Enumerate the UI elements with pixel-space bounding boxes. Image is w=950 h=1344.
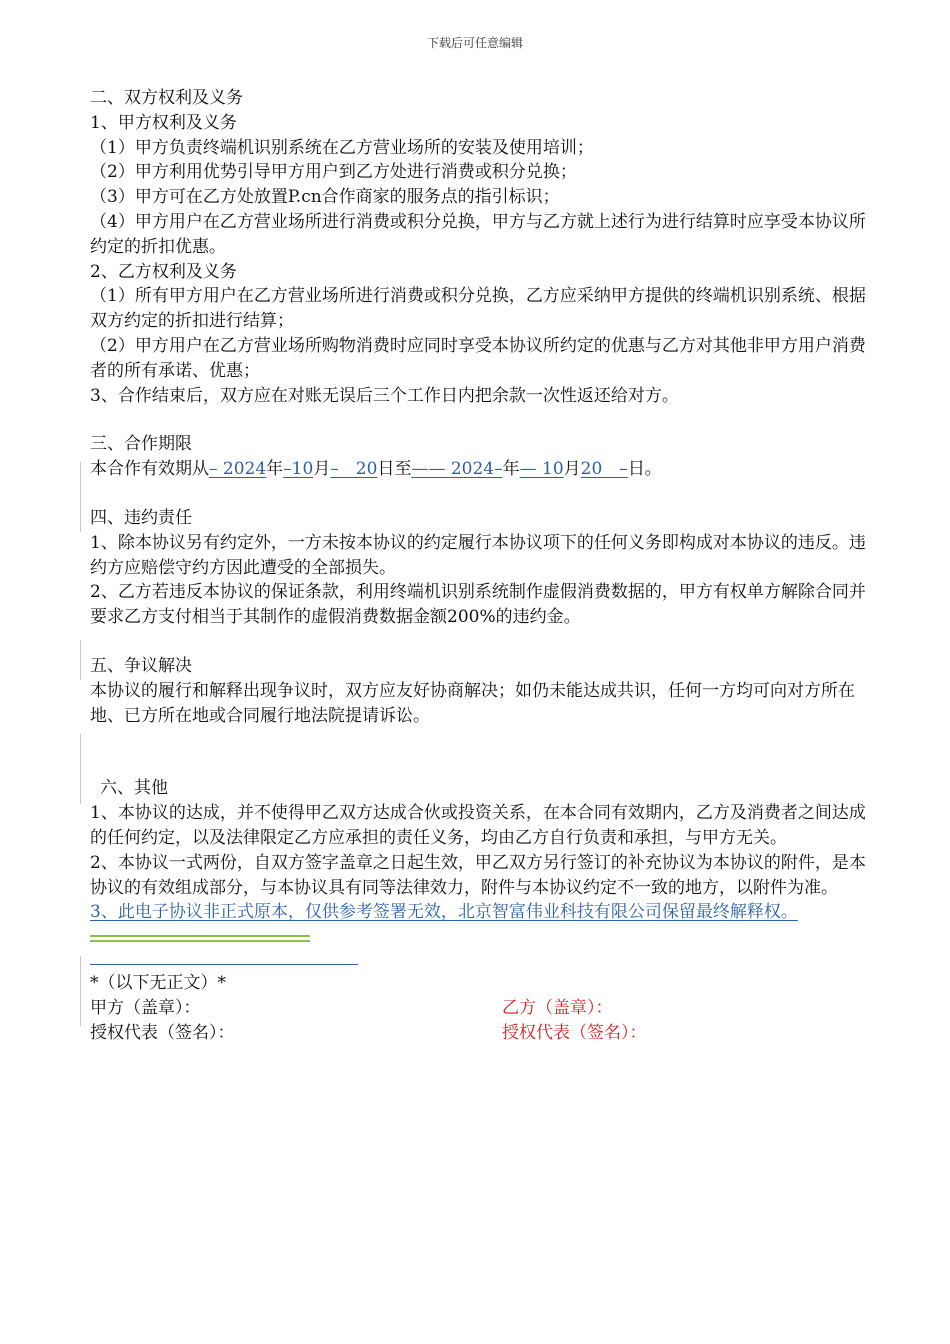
section-title: 二、双方权利及义务 [90, 88, 243, 108]
end-of-text-mark: *（以下无正文）* [90, 973, 226, 994]
year-label: 年 [266, 459, 284, 480]
subsection-title: 2、乙方权利及义务 [90, 261, 237, 282]
clause: 3、合作结束后，双方应在对账无误后三个工作日内把余款一次性返还给对方。 [90, 385, 679, 406]
year-label: 年 [502, 459, 520, 480]
signature-row [90, 1021, 870, 1046]
page-header: 下载后可任意编辑 [426, 36, 523, 50]
start-year-field[interactable]: – 2024 [209, 459, 267, 480]
clause: （1）甲方负责终端机识别系统在乙方营业场所的安装及使用培训； [90, 137, 594, 158]
blue-rule [90, 964, 358, 965]
agreement-body [90, 86, 870, 1046]
section-title: 六、其他 [100, 778, 168, 799]
clause: （2）甲方利用优势引导甲方用户到乙方处进行消费或积分兑换； [90, 162, 577, 183]
term-prefix: 本合作有效期从 [90, 459, 209, 480]
term-line [90, 457, 870, 482]
seal-row [90, 996, 870, 1021]
clause: 本协议的履行和解释出现争议时，双方应友好协商解决；如仍未能达成共识，任何一方均可向对方所在地、已方所在地或合同履行地法院提请诉讼。 [90, 680, 855, 726]
disclaimer-link[interactable]: 3、此电子协议非正式原本，仅供参考签署无效，北京智富伟业科技有限公司保留最终解释权。 [90, 902, 798, 923]
green-rule [90, 940, 310, 942]
clause: （3）甲方可在乙方处放置P.cn合作商家的服务点的指引标识； [90, 187, 560, 208]
clause: （1）所有甲方用户在乙方营业场所进行消费或积分兑换，乙方应采纳甲方提供的终端机识别系统、根据双方约定的折扣进行结算； [90, 286, 866, 332]
party-b-representative: 授权代表（签名）： [502, 1022, 647, 1043]
section-title: 三、合作期限 [90, 434, 192, 455]
start-month-field[interactable]: –10 [283, 459, 314, 480]
section-title: 五、争议解决 [90, 655, 192, 676]
end-suffix: 日。 [627, 459, 662, 480]
end-year-field[interactable]: —— 2024– [411, 459, 503, 480]
month-label: 月 [313, 459, 331, 480]
party-a-seal: 甲方（盖章）： [90, 997, 201, 1018]
month-label: 月 [563, 459, 581, 480]
party-a-representative: 授权代表（签名）： [90, 1022, 235, 1043]
margin-change-bar [80, 734, 81, 804]
margin-change-bar [80, 956, 81, 1026]
margin-change-bar [80, 462, 81, 532]
clause: 2、本协议一式两份，自双方签字盖章之日起生效，甲乙双方另行签订的补充协议为本协议的附件，是本协议的有效组成部分，与本协议具有同等法律效力，附件与本协议约定不一致的地方，以附件为准。 [90, 852, 866, 898]
clause: 1、除本协议另有约定外，一方未按本协议的约定履行本协议项下的任何义务即构成对本协议的违反。违约方应赔偿守约方因此遭受的全部损失。 [90, 532, 866, 578]
clause: （2）甲方用户在乙方营业场所购物消费时应同时享受本协议所约定的优惠与乙方对其他非甲方用户消费者的所有承诺、优惠； [90, 335, 866, 381]
party-b-seal: 乙方（盖章）： [502, 997, 613, 1018]
section-title: 四、违约责任 [90, 507, 192, 528]
margin-change-bar [80, 640, 81, 680]
subsection-title: 1、甲方权利及义务 [90, 112, 237, 133]
day-label: 日至 [377, 459, 412, 480]
clause: 1、本协议的达成，并不使得甲乙双方达成合伙或投资关系，在本合同有效期内，乙方及消费者之间达成的任何约定，以及法律限定乙方应承担的责任义务，均由乙方自行负责和承担，与甲方无关。 [90, 803, 866, 848]
green-rule [90, 935, 310, 937]
clause: 2、乙方若违反本协议的保证条款，利用终端机识别系统制作虚假消费数据的，甲方有权单方解除合同并要求乙方支付相当于其制作的虚假消费数据金额200%的违约金。 [90, 582, 866, 628]
clause: （4）甲方用户在乙方营业场所进行消费或积分兑换，甲方与乙方就上述行为进行结算时应享受本协议所约定的折扣优惠。 [90, 211, 866, 257]
start-day-field[interactable]: – 20 [330, 459, 378, 480]
end-day-field[interactable]: 20 – [580, 459, 628, 480]
end-month-field[interactable]: — 10 [519, 459, 564, 480]
